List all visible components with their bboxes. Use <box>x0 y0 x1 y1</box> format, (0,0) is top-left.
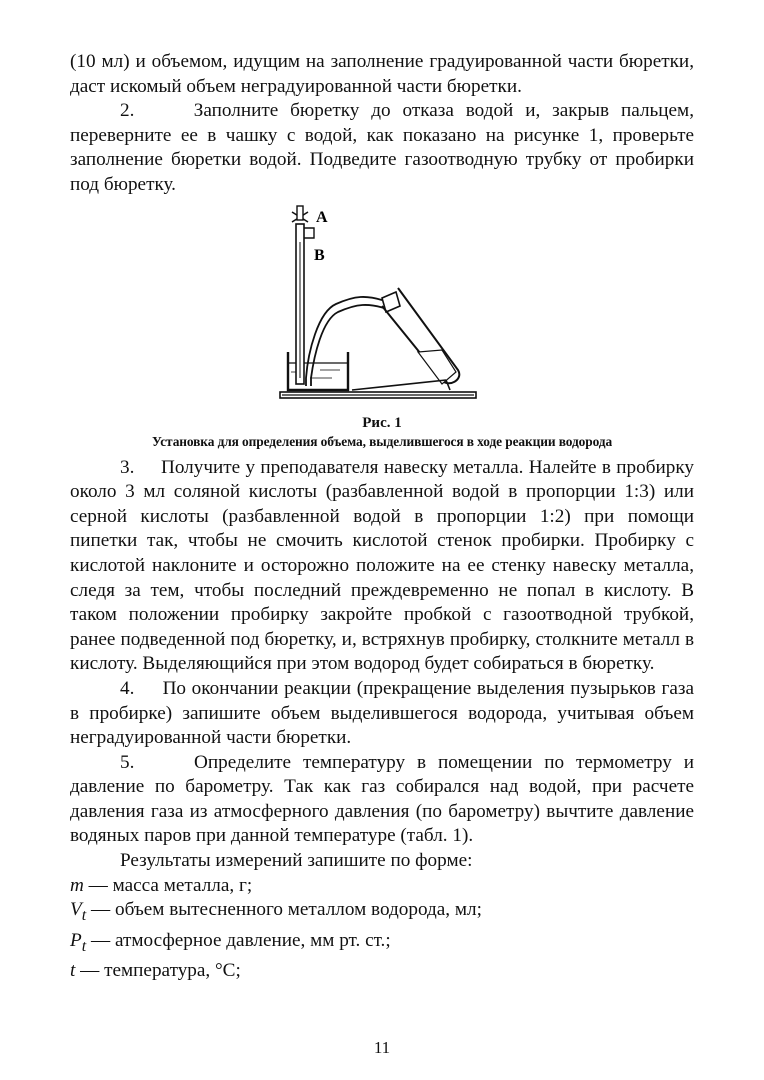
measurement-subscript: t <box>81 937 87 955</box>
measurement-text: — температура, °С; <box>75 960 241 982</box>
paragraph-continuation: (10 мл) и объемом, идущим на заполнение градуированной части бюретки, даст искомый объем неградуированной части бюретки. <box>70 51 694 97</box>
measurement-symbol: P <box>70 929 82 951</box>
measurement-item <box>70 929 694 959</box>
measurement-item <box>70 898 694 928</box>
measurement-text: — атмосферное давление, мм рт. ст.; <box>86 929 391 951</box>
label-b: B <box>314 246 325 264</box>
paragraph-step-4: 4. По окончании реакции (прекращение выделения пузырьков газа в пробирке) запишите объем выделившегося водорода, учитывая объем неградуированной части бюретки. <box>70 677 694 749</box>
burette-apparatus-illustration <box>70 202 694 414</box>
measurement-symbol: m <box>70 874 84 896</box>
measurement-text: — объем вытесненного металлом водорода, мл; <box>86 899 482 921</box>
measurement-text: — масса металла, г; <box>83 874 253 896</box>
measurement-item <box>70 874 694 899</box>
paragraph-step-5: 5. Определите температуру в помещении по термометру и давление по барометру. Так как газ собирался над водой, при расчете давления газа из атмосферного давления (по барометру) вычтите давление водяных паров при данной температуре (табл. 1). <box>70 751 694 847</box>
paragraph-step-3: 3. Получите у преподавателя навеску металла. Налейте в пробирку около 3 мл соляной кислоты (разбавленной водой в пропорции 1:3) или серной кислоты (разбавленной водой в пропорции 1:2) при помощи пипетки так, чтобы не смочить кислотой стенок пробирки. Пробирку с кислотой наклоните и осторожно положите на ее стенку навеску металла, следя за тем, чтобы последний преждевременно не попал в кислоту. В таком положении пробирку закройте пробкой с газоотводной трубкой, ранее подведенной под бюретку, и, встряхнув пробирку, столкните металл в кислоту. Выделяющийся при этом водород будет собираться в бюретку. <box>70 456 694 675</box>
document-page <box>70 50 694 984</box>
figure-1 <box>70 202 694 414</box>
page-number: 11 <box>373 1038 391 1057</box>
measurement-symbol: t <box>70 960 76 982</box>
figure-title: Рис. 1 <box>362 414 402 431</box>
measurement-item <box>70 959 694 984</box>
paragraph-step-2: 2. Заполните бюретку до отказа водой и, закрыв пальцем, переверните ее в чашку с водой, как показано на рисунке 1, проверьте заполнение бюретки водой. Подведите газоотводную трубку от пробирки под бюретку. <box>70 100 694 195</box>
label-a: A <box>316 208 328 226</box>
paragraph-results-intro: Результаты измерений запишите по форме: <box>120 850 473 872</box>
measurement-subscript: t <box>81 907 87 925</box>
measurement-symbol: V <box>70 899 82 921</box>
figure-caption: Установка для определения объема, выделившегося в ходе реакции водорода <box>151 433 613 449</box>
